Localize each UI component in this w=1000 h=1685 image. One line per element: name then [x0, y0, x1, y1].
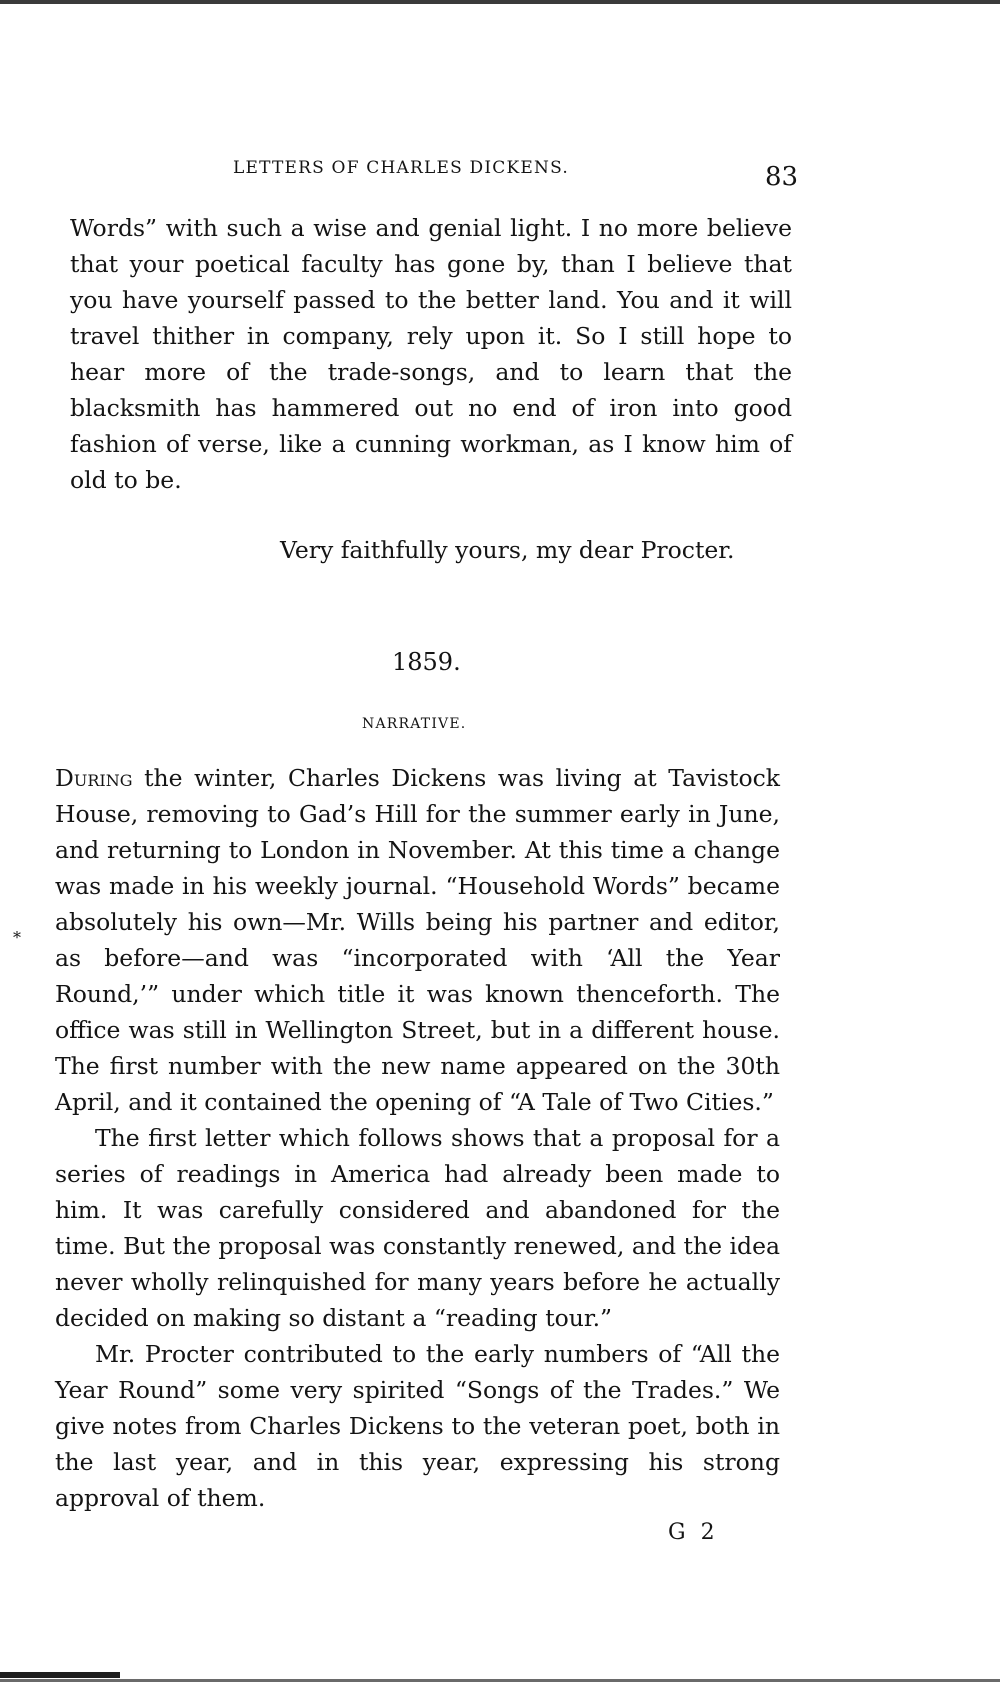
- running-title: LETTERS OF CHARLES DICKENS.: [233, 158, 569, 178]
- letter-body: [70, 210, 792, 498]
- bottom-edge-shadow: [0, 1679, 1000, 1682]
- bottom-edge-mark: [0, 1672, 120, 1678]
- section-label: NARRATIVE.: [362, 716, 467, 732]
- section-year: 1859.: [392, 648, 461, 676]
- page-number: 83: [765, 162, 799, 192]
- top-edge-shadow: [0, 0, 1000, 4]
- letter-paragraph: Words” with such a wise and genial light. I no more believe that your poetical faculty has gone by, than I believe that you have yourself passed to the better land. You and it will travel thither in company, rely upon it. So I still hope to hear more of the trade-songs, and to learn that the blacksmith has hammered out no end of iron into good fashion of verse, like a cunning workman, as I know him of old to be.: [70, 214, 792, 494]
- drop-word: During: [55, 764, 133, 792]
- signature-mark: G 2: [668, 1520, 719, 1545]
- marginal-mark: *: [13, 928, 21, 947]
- narrative-paragraph-1: [55, 760, 780, 1120]
- narrative-text: [55, 760, 780, 1516]
- narrative-paragraph-1-text: the winter, Charles Dickens was living at Tavistock House, removing to Gad’s Hill for the summer early in June, and returning to London in November. At this time a change was made in his weekly journal. “Household Words” became absolutely his own—Mr. Wills being his partner and editor, as before—and was “incorporated with ‘All the Year Round,’” under which title it was known thenceforth. The office was still in Wellington Street, but in a different house. The first number with the new name appeared on the 30th April, and it contained the opening of “A Tale of Two Cities.”: [55, 764, 780, 1116]
- narrative-paragraph-3: Mr. Procter contributed to the early numbers of “All the Year Round” some very spirited “Songs of the Trades.” We give notes from Charles Dickens to the veteran poet, both in the last year, and in this year, expressing his strong approval of them.: [55, 1340, 780, 1512]
- narrative-paragraph-2: The first letter which follows shows that a proposal for a series of readings in America had already been made to him. It was carefully considered and abandoned for the time. But the proposal was constantly renewed, and the idea never wholly relinquished for many years before he actually decided on making so distant a “reading tour.”: [55, 1124, 780, 1332]
- letter-signoff: Very faithfully yours, my dear Procter.: [280, 536, 735, 564]
